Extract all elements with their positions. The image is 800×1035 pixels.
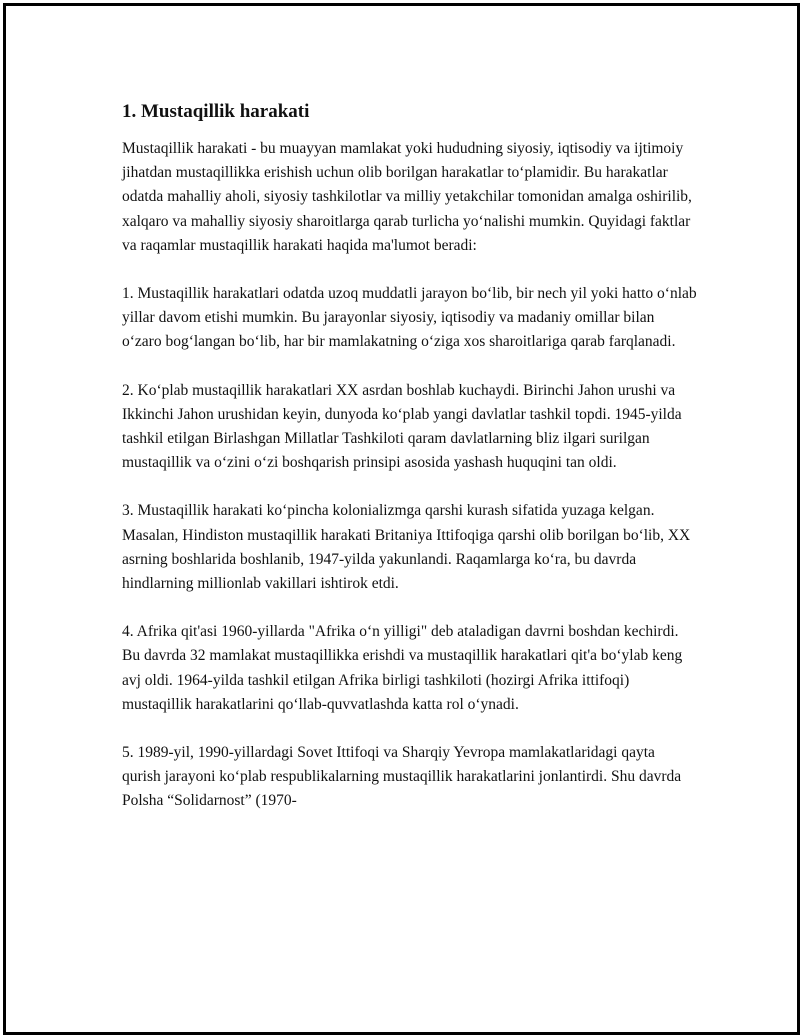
fact-paragraph-1: 1. Mustaqillik harakatlari odatda uzoq muddatli jarayon bo‘lib, bir nech yil yoki hatto o‘nlab yillar davom etishi mumkin. Bu jarayonlar siyosiy, iqtisodiy va madaniy omillar bilan o‘zaro bog‘langan bo‘lib, har bir mamlakatning o‘ziga xos sharoitlariga qarab farqlanadi.: [122, 285, 697, 351]
fact-paragraph-3: 3. Mustaqillik harakati ko‘pincha kolonializmga qarshi kurash sifatida yuzaga kelgan. Masalan, Hindiston mustaqillik harakati Britaniya Ittifoqiga qarshi olib borilgan bo‘lib, XX asrning boshlarida boshlanib, 1947-yilda yakunlandi. Raqamlarga ko‘ra, bu davrda hindlarning millionlab vakillari ishtirok etdi.: [122, 502, 691, 593]
section-heading: 1. Mustaqillik harakati: [122, 101, 310, 122]
fact-paragraph-4: 4. Afrika qit'asi 1960-yillarda "Afrika o‘n yilligi" deb ataladigan davrni boshdan kechirdi. Bu davrda 32 mamlakat mustaqillikka erishdi va mustaqillik harakatlari qit'a bo‘ylab keng avj oldi. 1964-yilda tashkil etilgan Afrika birligi tashkiloti (hozirgi Afrika ittifoqi) mustaqillik harakatlarini qo‘llab-quvvatlashda katta rol o‘ynadi.: [122, 623, 683, 713]
document-body: [122, 99, 697, 838]
document-page: [3, 3, 800, 1035]
intro-paragraph: Mustaqillik harakati - bu muayyan mamlakat yoki hududning siyosiy, iqtisodiy va ijtimoiy jihatdan mustaqillikka erishish uchun olib borilgan harakatlar to‘plamidir. Bu harakatlar odatda mahalliy aholi, siyosiy tashkilotlar va milliy yetakchilar tomonidan amalga oshirilib, xalqaro va mahalliy siyosiy sharoitlarga qarab turlicha yo‘nalishi mumkin. Quyidagi faktlar va raqamlar mustaqillik harakati haqida ma'lumot beradi:: [122, 140, 692, 254]
fact-paragraph-2: 2. Ko‘plab mustaqillik harakatlari XX asrdan boshlab kuchaydi. Birinchi Jahon urushi va Ikkinchi Jahon urushidan keyin, dunyoda ko‘plab yangi davlatlar tashkil topdi. 1945-yilda tashkil etilgan Birlashgan Millatlar Tashkiloti qaram davlatlarning bliz ilgari surilgan mustaqillik va o‘zini o‘zi boshqarish prinsipi asosida yashash huquqini tan oldi.: [122, 381, 682, 472]
fact-paragraph-5: 5. 1989-yil, 1990-yillardagi Sovet Ittifoqi va Sharqiy Yevropa mamlakatlaridagi qayta qurish jarayoni ko‘plab respublikalarning mustaqillik harakatlarini jonlantirdi. Shu davrda Polsha “Solidarnost” (1970-: [122, 744, 682, 810]
